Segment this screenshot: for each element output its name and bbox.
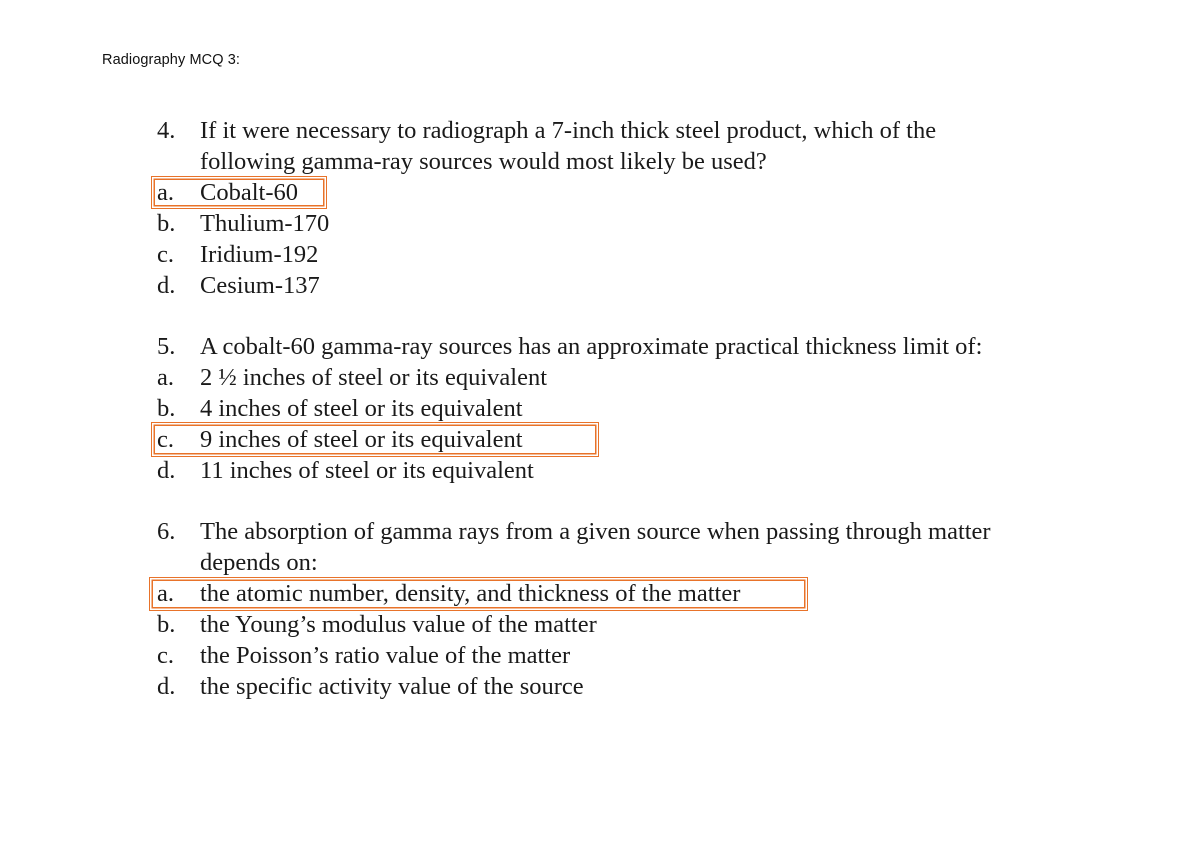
option-text: Cobalt-60: [200, 179, 298, 206]
option-text: the atomic number, density, and thickness of the matter: [200, 580, 741, 607]
option-letter: a.: [157, 364, 174, 391]
option-letter: b.: [157, 611, 176, 638]
question-6-stem-line-2: [157, 547, 318, 578]
option-text: the Young’s modulus value of the matter: [200, 611, 597, 638]
option-letter: d.: [157, 673, 176, 700]
question-4-option-a[interactable]: [157, 177, 298, 208]
option-letter: c.: [157, 426, 174, 453]
question-5-option-c[interactable]: [157, 424, 523, 455]
question-6-option-c[interactable]: [157, 640, 570, 671]
question-text: A cobalt-60 gamma-ray sources has an approximate practical thickness limit of:: [200, 333, 983, 360]
question-5-option-a[interactable]: [157, 362, 547, 393]
question-6-option-d[interactable]: [157, 671, 584, 702]
option-text: Cesium-137: [200, 272, 320, 299]
page-title: Radiography MCQ 3:: [102, 52, 240, 68]
question-5-stem-line-1: [157, 331, 982, 362]
question-6-option-b[interactable]: [157, 609, 597, 640]
option-letter: a.: [157, 580, 174, 607]
question-text: If it were necessary to radiograph a 7-inch thick steel product, which of the: [200, 117, 937, 144]
question-text: depends on:: [200, 549, 318, 576]
question-6-stem-line-1: [157, 516, 991, 547]
option-text: Thulium-170: [200, 210, 330, 237]
question-4-stem-line-1: [157, 115, 936, 146]
question-number: 5.: [157, 333, 176, 360]
question-4-option-d[interactable]: [157, 270, 320, 301]
option-text: 2 ½ inches of steel or its equivalent: [200, 364, 547, 391]
option-letter: b.: [157, 395, 176, 422]
option-text: the Poisson’s ratio value of the matter: [200, 642, 571, 669]
option-text: 9 inches of steel or its equivalent: [200, 426, 523, 453]
question-text: The absorption of gamma rays from a given source when passing through matter: [200, 518, 991, 545]
option-text: 4 inches of steel or its equivalent: [200, 395, 523, 422]
question-number: 4.: [157, 117, 176, 144]
option-text: Iridium-192: [200, 241, 319, 268]
question-6-option-a[interactable]: [157, 578, 740, 609]
option-letter: d.: [157, 457, 176, 484]
option-letter: d.: [157, 272, 176, 299]
option-letter: c.: [157, 241, 174, 268]
question-4-stem-line-2: [157, 146, 767, 177]
question-number: 6.: [157, 518, 176, 545]
option-letter: a.: [157, 179, 174, 206]
option-letter: b.: [157, 210, 176, 237]
question-5-option-b[interactable]: [157, 393, 523, 424]
question-4-option-c[interactable]: [157, 239, 318, 270]
option-text: 11 inches of steel or its equivalent: [200, 457, 534, 484]
question-text: following gamma-ray sources would most likely be used?: [200, 148, 767, 175]
option-letter: c.: [157, 642, 174, 669]
question-5-option-d[interactable]: [157, 455, 534, 486]
question-4-option-b[interactable]: [157, 208, 329, 239]
option-text: the specific activity value of the source: [200, 673, 584, 700]
